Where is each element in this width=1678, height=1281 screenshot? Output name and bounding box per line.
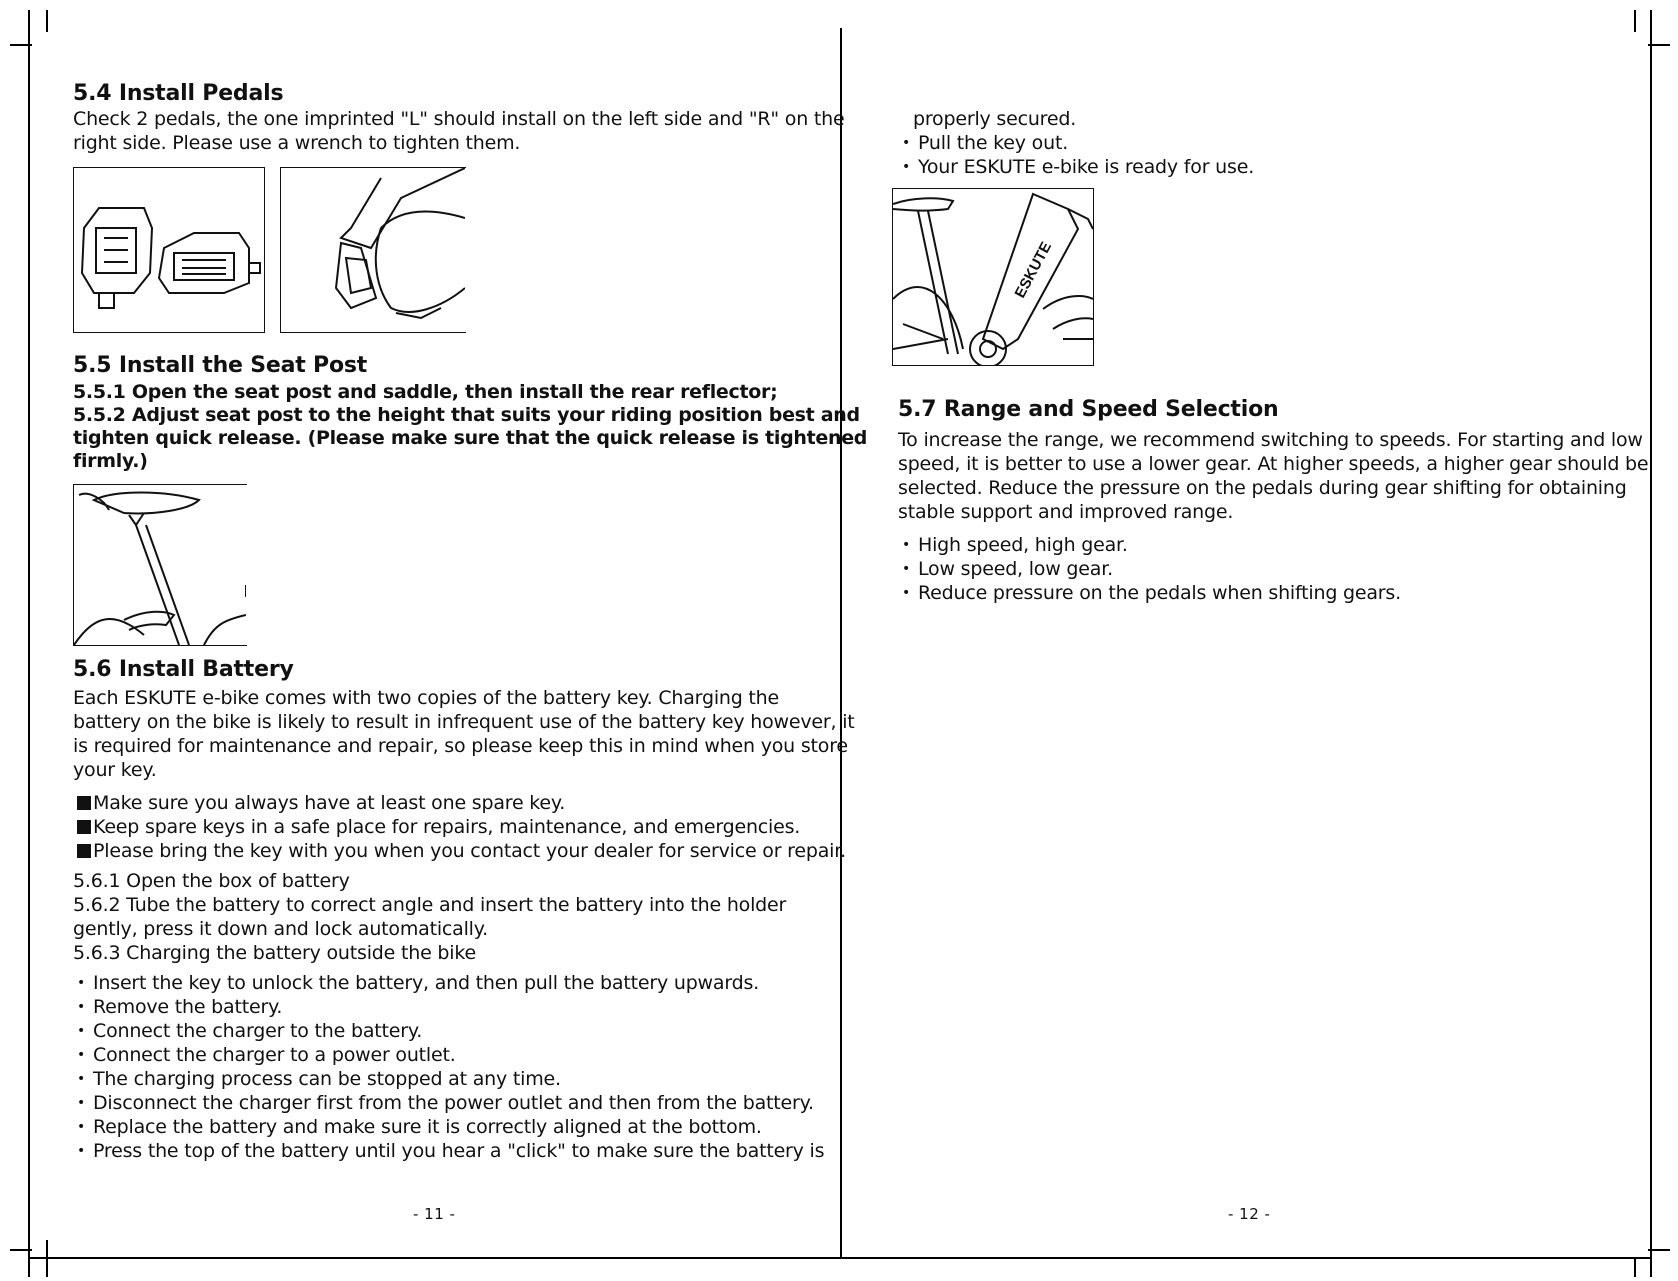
section-5-7-paragraph: selected. Reduce the pressure on the pedals during gear shifting for obtaining xyxy=(898,477,1627,499)
list-item: Please bring the key with you when you contact your dealer for service or repair. xyxy=(73,839,846,863)
right-page xyxy=(898,0,1649,1281)
list-item: • Low speed, low gear. xyxy=(898,557,1401,581)
crop-mark xyxy=(1650,1259,1652,1277)
crop-mark xyxy=(1650,10,1652,32)
list-item: Keep spare keys in a safe place for repairs, maintenance, and emergencies. xyxy=(73,815,846,839)
section-5-7-paragraph: stable support and improved range. xyxy=(898,501,1234,523)
list-item: • Insert the key to unlock the battery, and then pull the battery upwards. xyxy=(73,971,824,995)
battery-step: 5.6.2 Tube the battery to correct angle and insert the battery into the holder xyxy=(73,894,787,916)
section-5-5-step: tighten quick release. (Please make sure that the quick release is tightened xyxy=(73,427,868,449)
charge-steps-list xyxy=(73,971,824,1163)
wrench-illustration xyxy=(281,168,465,332)
section-5-7-paragraph: speed, it is better to use a lower gear. At higher speeds, a higher gear should be xyxy=(898,453,1649,475)
crop-mark xyxy=(28,1259,30,1277)
list-item: • Disconnect the charger first from the power outlet and then from the battery. xyxy=(73,1091,824,1115)
crop-mark xyxy=(46,1240,48,1277)
continued-text: properly secured. xyxy=(913,108,1077,130)
list-item: • Remove the battery. xyxy=(73,995,824,1019)
bike-illustration xyxy=(893,189,1093,365)
pedals-illustration xyxy=(74,168,264,332)
section-5-5-step: 5.5.2 Adjust seat post to the height that suits your riding position best and xyxy=(73,404,860,426)
crop-mark xyxy=(1634,10,1636,32)
section-5-7-paragraph: To increase the range, we recommend switching to speeds. For starting and low xyxy=(898,429,1643,451)
seat-post-figure xyxy=(73,484,247,646)
list-item: • Reduce pressure on the pedals when shifting gears. xyxy=(898,581,1401,605)
section-5-5-step: 5.5.1 Open the seat post and saddle, then install the rear reflector; xyxy=(73,381,778,403)
section-5-6-heading: 5.6 Install Battery xyxy=(73,657,294,682)
list-item: • Connect the charger to a power outlet. xyxy=(73,1043,824,1067)
section-5-4-line: Check 2 pedals, the one imprinted "L" should install on the left side and "R" on the xyxy=(73,108,845,130)
seat-post-illustration xyxy=(74,485,246,645)
crop-mark xyxy=(28,10,30,32)
list-item: • The charging process can be stopped at any time. xyxy=(73,1067,824,1091)
pedals-figure xyxy=(73,167,265,333)
frame-left xyxy=(28,32,30,1259)
section-5-4-heading: 5.4 Install Pedals xyxy=(73,81,284,106)
continued-steps-list xyxy=(898,131,1254,179)
list-item: Make sure you always have at least one spare key. xyxy=(73,791,846,815)
section-5-6-paragraph: Each ESKUTE e-bike comes with two copies of the battery key. Charging the xyxy=(73,687,780,709)
wrench-figure xyxy=(280,167,466,333)
list-item: • Pull the key out. xyxy=(898,131,1254,155)
section-5-6-paragraph: is required for maintenance and repair, so please keep this in mind when you store xyxy=(73,735,848,757)
section-5-4-line: right side. Please use a wrench to tighten them. xyxy=(73,132,521,154)
section-5-7-heading: 5.7 Range and Speed Selection xyxy=(898,397,1279,422)
speed-tips-list xyxy=(898,533,1401,605)
crop-mark xyxy=(46,10,48,32)
list-item: • High speed, high gear. xyxy=(898,533,1401,557)
battery-step: gently, press it down and lock automatically. xyxy=(73,918,488,940)
section-5-5-heading: 5.5 Install the Seat Post xyxy=(73,353,368,378)
frame-right xyxy=(1650,32,1652,1259)
key-tips-list xyxy=(73,791,846,863)
brand-label: ESKUTE xyxy=(1011,239,1056,301)
battery-step: 5.6.1 Open the box of battery xyxy=(73,870,350,892)
left-page xyxy=(73,0,868,1281)
list-item: • Your ESKUTE e-bike is ready for use. xyxy=(898,155,1254,179)
page-number: - 11 - xyxy=(413,1205,456,1223)
list-item: • Press the top of the battery until you hear a "click" to make sure the battery is xyxy=(73,1139,824,1163)
section-5-6-paragraph: your key. xyxy=(73,759,157,781)
page-divider xyxy=(840,28,842,1258)
section-5-6-paragraph: battery on the bike is likely to result in infrequent use of the battery key however, it xyxy=(73,711,855,733)
bike-figure xyxy=(892,188,1094,366)
page-number: - 12 - xyxy=(1228,1205,1271,1223)
battery-step: 5.6.3 Charging the battery outside the bike xyxy=(73,942,476,964)
section-5-5-step: firmly.) xyxy=(73,450,148,472)
list-item: • Connect the charger to the battery. xyxy=(73,1019,824,1043)
list-item: • Replace the battery and make sure it is correctly aligned at the bottom. xyxy=(73,1115,824,1139)
crop-mark xyxy=(1634,1259,1636,1277)
